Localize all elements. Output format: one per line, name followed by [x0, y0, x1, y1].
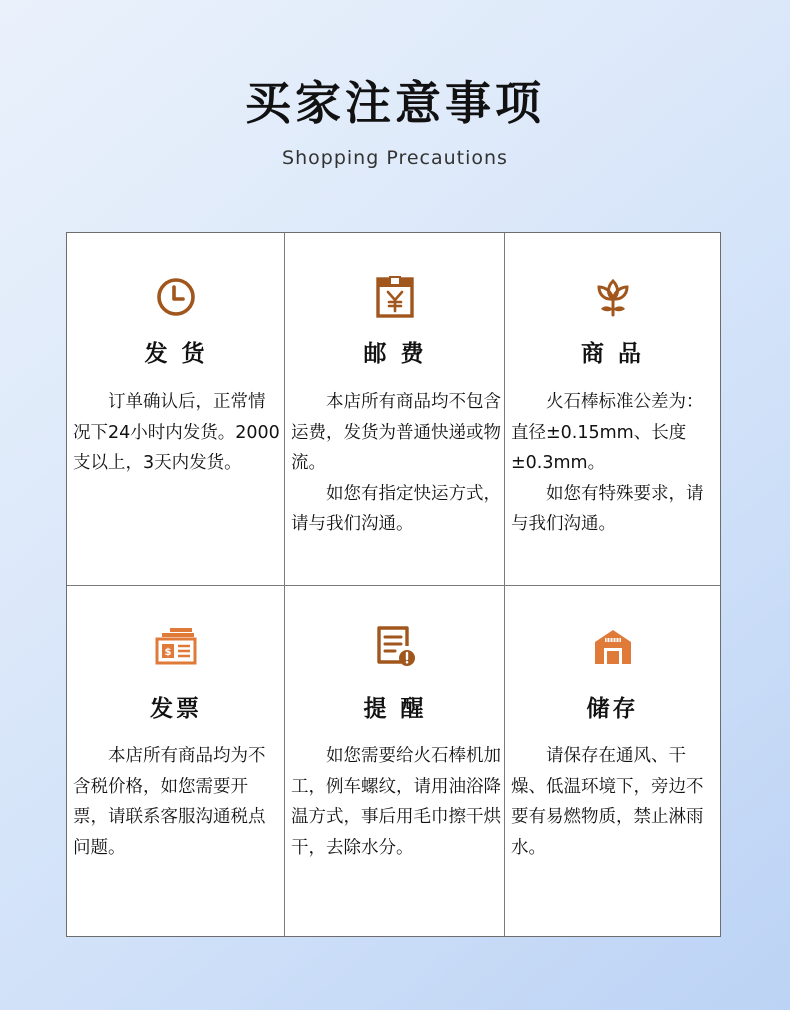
page-title: 买家注意事项: [245, 76, 545, 130]
cell-product: [505, 233, 720, 586]
cell-title: 发票: [150, 696, 202, 722]
cell-postage: [285, 233, 505, 586]
page-subtitle: Shopping Precautions: [282, 147, 508, 169]
cell-paragraph: 本店所有商品均为不含税价格，如您需要开票，请联系客服沟通税点问题。: [73, 746, 266, 858]
warehouse-icon: [591, 624, 635, 668]
cell-description: [73, 741, 281, 863]
cell-title: 发 货: [144, 341, 208, 367]
cell-storage: [505, 586, 720, 936]
cell-title: 邮 费: [363, 341, 427, 367]
notice-document-icon: [373, 624, 417, 668]
cell-paragraph: 本店所有商品均不包含运费，发货为普通快递或物流。: [291, 392, 501, 473]
invoice-icon: [154, 624, 198, 668]
cell-shipping: [67, 233, 285, 586]
clock-icon: [154, 275, 198, 319]
cell-description: [291, 741, 501, 863]
cell-reminder: [285, 586, 505, 936]
precautions-grid: [66, 232, 721, 937]
yen-box-icon: [373, 275, 417, 319]
cell-description: [291, 387, 501, 540]
svg-text:$: $: [164, 647, 172, 658]
cell-description: [73, 387, 281, 479]
cell-invoice: [67, 586, 285, 936]
cell-paragraph: 如您有特殊要求，请与我们沟通。: [511, 483, 704, 534]
cell-description: [511, 741, 716, 863]
cell-title: 提 醒: [363, 696, 427, 722]
cell-paragraph: 如您有指定快运方式，请与我们沟通。: [291, 483, 501, 534]
cell-paragraph: 请保存在通风、干燥、低温环境下，旁边不要有易燃物质，禁止淋雨水。: [511, 746, 704, 858]
cell-title: 储存: [586, 696, 639, 722]
cell-title: 商 品: [580, 341, 644, 367]
cell-paragraph: 订单确认后，正常情况下24小时内发货。2000支以上，3天内发货。: [73, 392, 280, 473]
flower-icon: [591, 275, 635, 319]
cell-paragraph: 如您需要给火石棒机加工，例车螺纹，请用油浴降温方式，事后用毛巾擦干烘干，去除水分。: [291, 746, 501, 858]
cell-paragraph: 火石棒标准公差为：直径±0.15mm、长度±0.3mm。: [511, 392, 704, 473]
cell-description: [511, 387, 716, 540]
